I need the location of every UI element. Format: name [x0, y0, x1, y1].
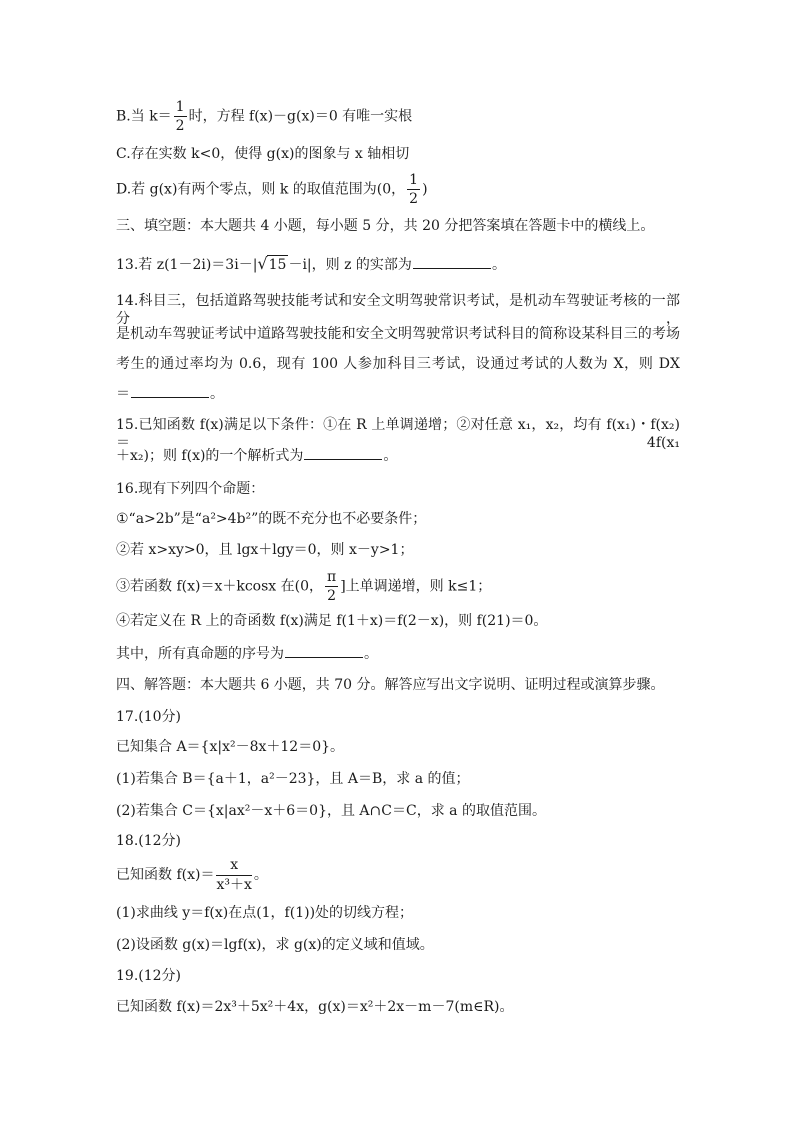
q18-stem-end: 。 — [253, 867, 268, 883]
fraction-denominator: x³＋x — [216, 877, 252, 893]
fraction-denominator: 2 — [327, 588, 337, 604]
q14-line-4 — [116, 385, 224, 403]
q17-part-1: (1)若集合 B＝{a＋1，a²－23}，且 A＝B，求 a 的值； — [116, 771, 470, 787]
q18-stem — [116, 858, 268, 892]
q18-part-2: (2)设函数 g(x)＝lgf(x)，求 g(x)的定义域和值域。 — [116, 937, 434, 953]
q17-part-2: (2)若集合 C＝{x|ax²－x＋6＝0}，且 A∩C＝C，求 a 的取值范围。 — [116, 803, 546, 819]
q14-eq: ＝ — [116, 386, 130, 402]
q15-text-1: 15.已知函数 f(x)满足以下条件：①在 R 上单调递增；②对任意 x₁，x₂，均有 f(x₁)・f(x₂)＝4f(x₁ — [116, 417, 680, 451]
fraction-x-over-x3-plus-x — [216, 858, 251, 892]
q14-line-1 — [116, 292, 680, 328]
q19-stem: 已知函数 f(x)＝2x³＋5x²＋4x，g(x)＝x²＋2x－m－7(m∈R)。 — [116, 999, 514, 1015]
q13-end: 。 — [491, 257, 506, 273]
fraction-numerator: π — [327, 569, 337, 585]
q18-stem-text: 已知函数 f(x)＝ — [116, 867, 215, 883]
section-four-heading: 四、解答题：本大题共 6 小题，共 70 分。解答应写出文字说明、证明过程或演算步骤。 — [116, 677, 665, 693]
fraction-denominator: 2 — [175, 118, 185, 134]
sqrt-radicand: 15 — [268, 257, 287, 273]
q15-text-2: ＋x₂)；则 f(x)的一个解析式为 — [116, 448, 304, 464]
q16-proposition-2: ②若 x>xy>0，且 lgx＋lgy＝0，则 x－y>1； — [116, 542, 414, 558]
question-13 — [116, 255, 506, 274]
sqrt-icon: √ — [257, 254, 268, 273]
q13-tail: －i|，则 z 的实部为 — [288, 257, 412, 273]
option-b — [116, 100, 412, 133]
q14-line-3 — [116, 355, 680, 373]
fraction-one-half — [174, 100, 187, 133]
q16-proposition-4: ④若定义在 R 上的奇函数 f(x)满足 f(1＋x)＝f(2－x)，则 f(21)＝0。 — [116, 613, 548, 629]
q14-text-3: 考生的通过率均为 0.6，现有 100 人参加科目三考试，设通过考试的人数为 X，则 DX — [116, 356, 680, 372]
q18-part-1: (1)求曲线 y＝f(x)在点(1，f(1))处的切线方程； — [116, 905, 414, 921]
section-three-heading: 三、填空题：本大题共 4 小题，每小题 5 分，共 20 分把答案填在答题卡中的横线上。 — [116, 218, 655, 234]
q16-end: 。 — [364, 646, 378, 662]
q17-heading: 17.(10分) — [116, 709, 182, 725]
option-c: C.存在实数 k<0，使得 g(x)的图象与 x 轴相切 — [116, 146, 410, 162]
answer-blank — [131, 385, 209, 398]
q18-heading: 18.(12分) — [116, 833, 182, 849]
q16-proposition-3 — [116, 570, 491, 603]
answer-blank — [304, 447, 382, 460]
q14-text-1: 14.科目三，包括道路驾驶技能考试和安全文明驾驶常识考试，是机动车驾驶证考核的一部分， — [116, 293, 680, 327]
fraction-denominator: 2 — [409, 191, 419, 207]
q16-p3-text: ③若函数 f(x)＝x＋kcosx 在(0， — [116, 578, 323, 595]
fraction-numerator: x — [216, 858, 251, 876]
fraction-numerator: 1 — [175, 99, 185, 115]
q19-heading: 19.(12分) — [116, 968, 182, 984]
q16-proposition-1: ①“a>2b”是“a²>4b²”的既不充分也不必要条件； — [116, 511, 427, 527]
option-b-text: B.当 k＝ — [116, 108, 172, 125]
q16-heading: 16.现有下列四个命题： — [116, 481, 265, 497]
answer-blank — [413, 256, 491, 269]
q15-line-2 — [116, 447, 397, 465]
q14-end: 。 — [210, 386, 224, 402]
q16-p3-tail: ]上单调递增，则 k≤1； — [340, 578, 492, 595]
q16-ask-text: 其中，所有真命题的序号为 — [116, 646, 284, 662]
q14-text-2: 是机动车驾驶证考试中道路驾驶技能和安全文明驾驶常识考试科目的简称设某科目三的考场 — [116, 326, 680, 342]
fraction-one-half — [407, 173, 420, 206]
fraction-pi-over-2 — [325, 570, 338, 603]
q13-text: 13.若 z(1－2i)＝3i－| — [116, 257, 258, 273]
q15-end: 。 — [383, 448, 398, 464]
q14-line-2 — [116, 325, 680, 343]
fraction-numerator: 1 — [409, 172, 419, 188]
q17-stem: 已知集合 A＝{x|x²－8x＋12＝0}。 — [116, 739, 345, 755]
answer-blank — [285, 645, 363, 658]
option-d-tail: ) — [422, 181, 428, 198]
q16-question — [116, 645, 378, 663]
option-d — [116, 173, 428, 206]
option-b-tail: 时，方程 f(x)－g(x)＝0 有唯一实根 — [188, 108, 413, 125]
option-d-text: D.若 g(x)有两个零点，则 k 的取值范围为(0， — [116, 181, 406, 198]
